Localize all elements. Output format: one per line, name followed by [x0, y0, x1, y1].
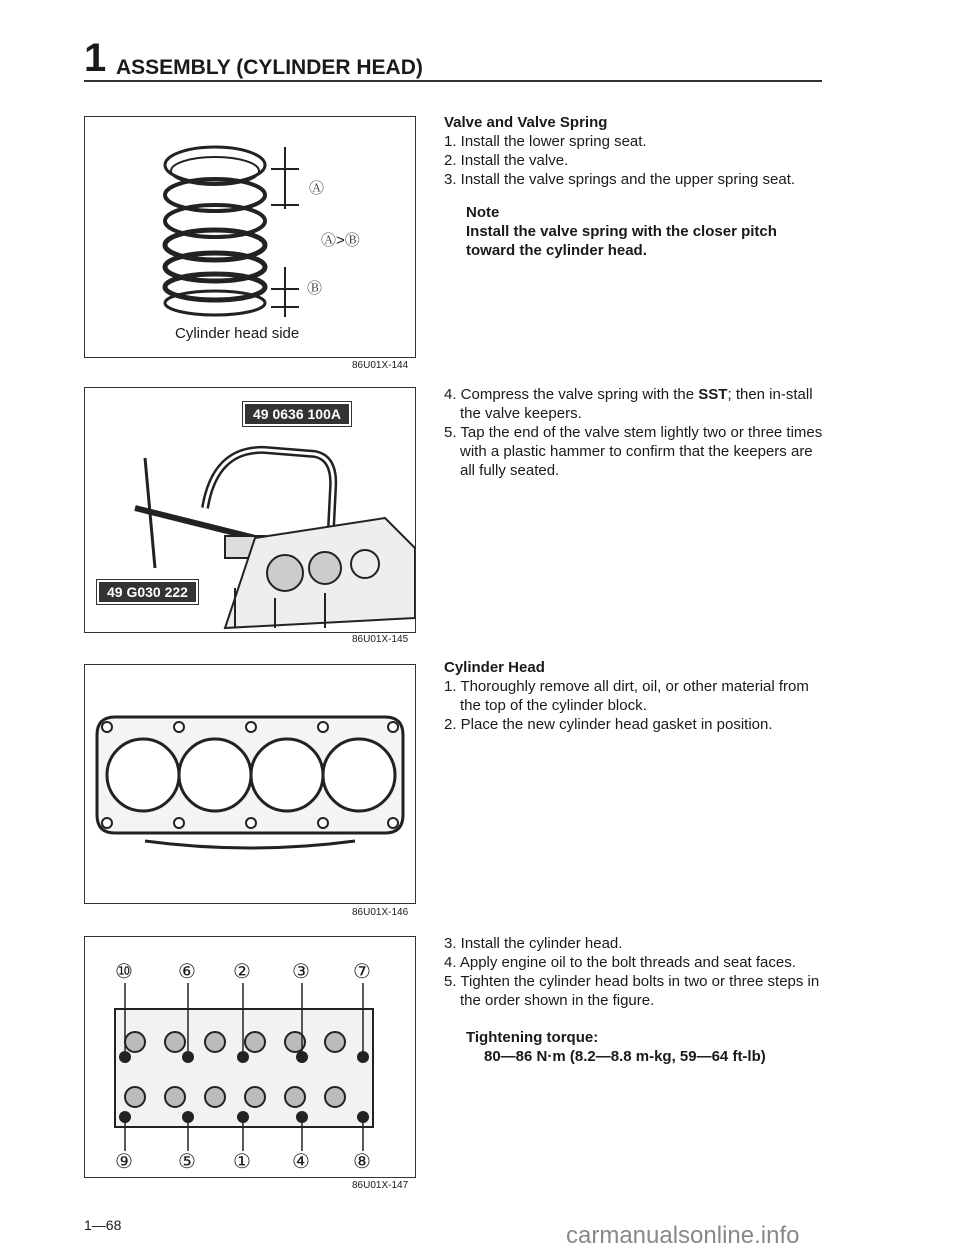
section-valve-spring — [444, 113, 829, 260]
figure-code: 86U01X-147 — [352, 1180, 409, 1191]
mark-a: Ⓐ — [309, 180, 325, 197]
bolt-label-4: ④ — [292, 1151, 310, 1173]
bolt-label-10: ⑩ — [115, 961, 133, 983]
head-gasket-illustration — [85, 665, 415, 903]
bolt-label-7: ⑦ — [353, 961, 371, 983]
step-item: 1. Install the lower spring seat. — [444, 133, 647, 150]
figure-valve-spring — [84, 116, 416, 358]
bolt-label-9: ⑨ — [115, 1151, 133, 1173]
bolt-label-1: ① — [233, 1151, 251, 1173]
figure-bolt-order — [84, 936, 416, 1178]
mark-b: Ⓑ — [307, 280, 323, 297]
step-item: 3. Install the valve springs and the upper spring seat. — [444, 171, 796, 188]
step-item: 4. Apply engine oil to the bolt threads and seat faces. — [444, 954, 796, 971]
step-item: 2. Install the valve. — [444, 152, 569, 169]
torque-label: Tightening torque: — [466, 1029, 599, 1046]
section-valve-keepers — [444, 385, 829, 480]
chapter-number: 1 — [84, 36, 107, 80]
figure-spring-compressor — [84, 387, 416, 633]
step-item: 5. Tighten the cylinder head bolts in two or three steps in the order shown in the figure. — [444, 973, 820, 1009]
note-label: Note — [466, 204, 500, 221]
sst-label-compressor: 49 0636 100A — [243, 402, 351, 426]
figure-head-gasket — [84, 664, 416, 904]
bolt-label-5: ⑤ — [178, 1151, 196, 1173]
step-item: 1. Thoroughly remove all dirt, oil, or other material from the top of the cylinder block. — [444, 678, 809, 714]
step-item: 3. Install the cylinder head. — [444, 935, 623, 952]
header-rule — [84, 80, 822, 82]
watermark: carmanualsonline.info — [566, 1222, 800, 1249]
section-head-bolts — [444, 934, 829, 1066]
bolt-label-2: ② — [233, 961, 251, 983]
step-item: 5. Tap the end of the valve stem lightly two or three times with a plastic hammer to confirm that the keepers are all fully seated. — [444, 424, 823, 479]
figure-code: 86U01X-146 — [352, 907, 409, 918]
page-title: ASSEMBLY (CYLINDER HEAD) — [116, 56, 423, 79]
figure-caption: Cylinder head side — [175, 325, 300, 342]
bolt-label-8: ⑧ — [353, 1151, 371, 1173]
figure-code: 86U01X-144 — [352, 360, 409, 371]
valve-spring-illustration — [85, 117, 415, 357]
section-heading: Valve and Valve Spring — [444, 114, 608, 131]
page-number: 1—68 — [84, 1217, 122, 1233]
bolt-label-6: ⑥ — [178, 961, 196, 983]
sst-term: SST — [698, 386, 728, 403]
section-heading: Cylinder Head — [444, 659, 545, 676]
note-text: Install the valve spring with the closer pitch toward the cylinder head. — [466, 223, 777, 259]
step-item: 2. Place the new cylinder head gasket in position. — [444, 716, 773, 733]
sst-label-pivot: 49 G030 222 — [97, 580, 198, 604]
section-cylinder-head — [444, 658, 829, 734]
figure-code: 86U01X-145 — [352, 634, 409, 645]
step-item: 4. Compress the valve spring with the SST; then in-stall the valve keepers. — [444, 386, 813, 422]
torque-value: 80—86 N·m (8.2—8.8 m-kg, 59—64 ft-lb) — [484, 1048, 766, 1065]
mark-a-gt-b: Ⓐ>Ⓑ — [321, 232, 360, 249]
bolt-label-3: ③ — [292, 961, 310, 983]
